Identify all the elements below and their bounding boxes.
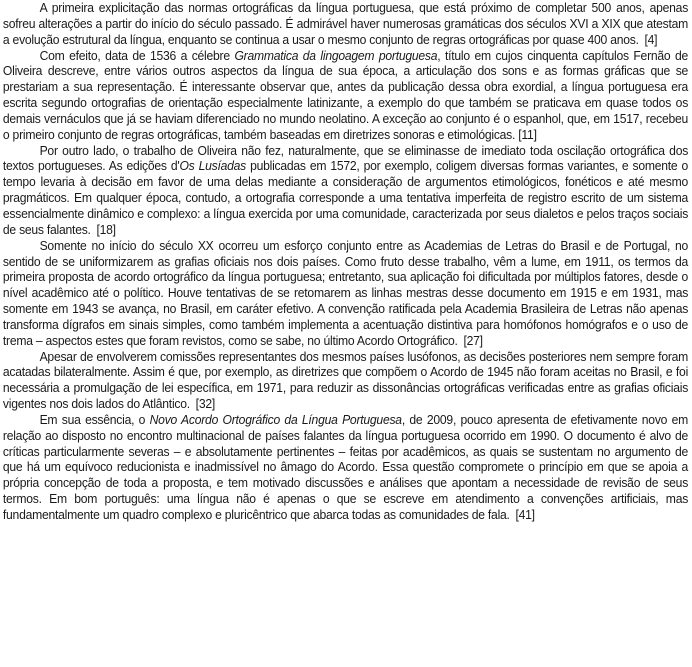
paragraph-text: Com efeito, data de 1536 a célebre (39, 48, 235, 63)
paragraph-2 (3, 49, 688, 144)
reference-marker: [41] (515, 508, 535, 522)
book-title: Os Lusíadas (179, 159, 246, 174)
paragraph-text: A primeira explicitação das normas ortográficas da língua portuguesa, que está próximo de completar 500 anos, apenas sofreu alterações a partir do início do século passado. É admirável haver numerosas gramáticas dos séculos XVI a XIX que atestam a evolução estrutural da língua, enquanto se continua a usar o mesmo conjunto de regras ortográficas por quase 400 anos. (2, 1, 689, 47)
paragraph-text: Por outro lado, o trabalho de Oliveira não fez, naturalmente, que se eliminasse de imediato toda oscilação ortográfica dos textos portugueses. As edições d' (2, 143, 689, 174)
paragraph-3 (3, 144, 688, 239)
paragraph-1 (3, 1, 688, 49)
paragraph-6 (3, 413, 688, 524)
paragraph-text: Em sua essência, o (39, 412, 150, 427)
document-title: Novo Acordo Ortográfico da Língua Portuguesa (149, 412, 402, 427)
reference-marker: [11] (518, 127, 537, 142)
reference-marker: [27] (463, 333, 483, 348)
paragraph-text: publicadas em 1572, por exemplo, coligem diversas formas variantes, e somente o tempo levaria à decisão em favor de uma delas mediante a consideração de argumentos etimológicos, fonéticos e até mesmo pragmáticos. Em qualquer época, contudo, a ortografia corresponde a uma tentativa imperfeita de registro escrito de um sistema essencialmente dinâmico e complexo: a língua exercida por uma comunidade, caracterizada por seus dialetos e pelos traços sociais de seus falantes. (2, 159, 689, 237)
reference-marker: [4] (644, 32, 658, 47)
paragraph-text: , de 2009, pouco apresenta de efetivamente novo em relação ao disposto no encontro multinacional de países falantes da língua portuguesa ocorrido em 1990. O documento é alvo de críticas particularmente severas – e absolutamente pertinentes – feitas por acadêmicos, as quais se sustentam no argumento de que há um equívoco reducionista e inadmissível no âmago do Acordo. Essa questão compromete o princípio em que se apoia a própria concepção de toda a proposta, e tem motivado discussões e análises que apontam a necessidade de revisão de seus termos. Em bom português: uma língua não é apenas o que se escreve em atendimento a convenções artificiais, mas fundamentalmente um quadro complexo e pluricêntrico que abarca todas as comunidades de fala. (2, 412, 689, 522)
book-title: Grammatica da lingoagem portuguesa (234, 48, 438, 63)
paragraph-text: Somente no início do século XX ocorreu um esforço conjunto entre as Academias de Letras do Brasil e de Portugal, no sentido de se uniformizarem as grafias oficiais nos dois países. Como fruto desse trabalho, vêm a lume, em 1911, os termos da primeira proposta de acordo ortográfico da língua portuguesa; entretanto, sua aplicação foi dificultada por múltiplos fatores, desde o nível acadêmico até o político. Houve tentativas de se retomarem as linhas mestras desse documento em 1915 e em 1931, mas somente em 1943 se avança, no Brasil, em caráter efetivo. A convenção ratificada pela Academia Brasileira de Letras não apenas transforma dígrafos em sinais simples, como também implementa a acentuação distintiva para homófonos homógrafos e o uso de trema – aspectos estes que foram revistos, como se sabe, no último Acordo Ortográfico. (2, 238, 689, 348)
reference-marker: [18] (96, 222, 116, 237)
paragraph-text: Apesar de envolverem comissões representantes dos mesmos países lusófonos, as decisões posteriores nem sempre foram acatadas bilateralmente. Assim é que, por exemplo, as diretrizes que compõem o Acordo de 1945 não foram aceitas no Brasil, e foi necessária a promulgação de lei específica, em 1971, para reduzir as dissonâncias ortográficas verificadas entre as grafias oficiais vigentes nos dois lados do Atlântico. (2, 349, 689, 412)
paragraph-4 (3, 239, 688, 350)
paragraph-text: , título em cujos cinquenta capítulos Fernão de Oliveira descreve, entre vários outros aspectos da língua de sua época, a articulação dos sons e as formas gráficas que se prestariam a sua representação. É interessante observar que, antes da publicação dessa obra exordial, a língua portuguesa era escrita segundo ortografias de orientação especialmente latinizante, a exemplo do que também se praticava em quase todos os demais vernáculos que já se haviam diferenciado no mundo neolatino. A exceção ao conjunto é o espanhol, que, em 1517, recebeu o primeiro conjunto de regras ortográficas, também baseadas em diretrizes sonoras e etimológicas. (2, 48, 689, 142)
paragraph-5 (3, 350, 688, 413)
reference-marker: [32] (195, 397, 215, 412)
